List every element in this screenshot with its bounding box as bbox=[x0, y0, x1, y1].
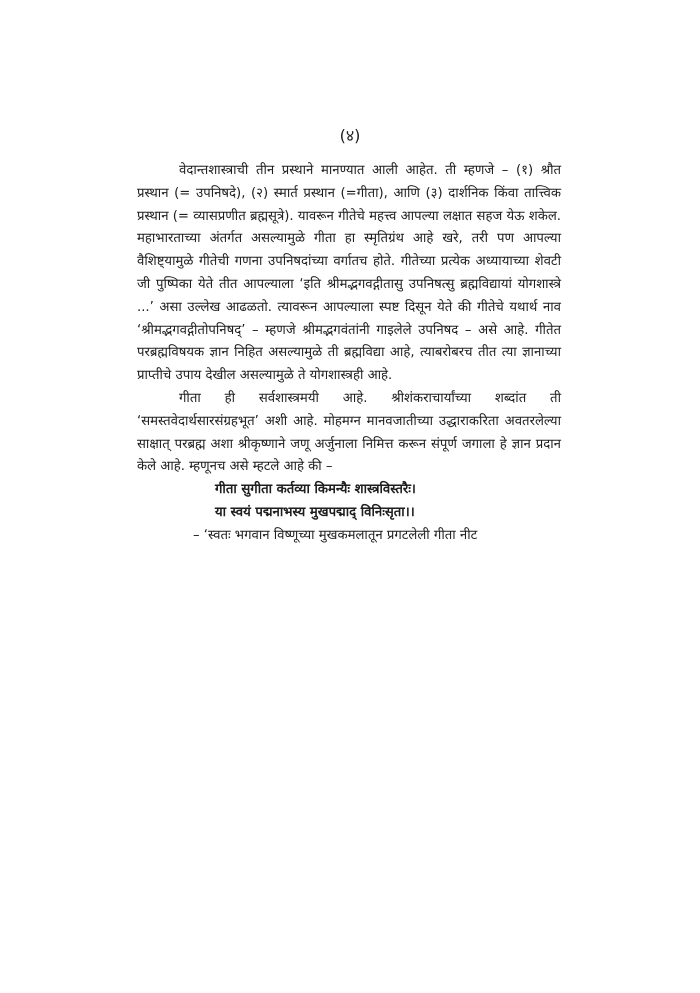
paragraph-gita-sarvashastramayi: गीता ही सर्वशास्त्रमयी आहे. श्रीशंकराचार्यांच्या शब्दांत ती ‘समस्तवेदार्थसारसंग्रहभूत’ अशी आहे. मोहमग्न मानवजातीच्या उद्धाराकरिता अवतरलेल्या साक्षात् परब्रह्म अशा श्रीकृष्णाने जणू अर्जुनाला निमित्त करून संपूर्ण जगाला हे ज्ञान प्रदान केले आहे. म्हणूनच असे म्हटले आहे की – bbox=[137, 390, 561, 475]
verse-translation-line: – ‘स्वतः भगवान विष्णूच्या मुखकमलातून प्रगटलेली गीता नीट bbox=[193, 527, 478, 543]
page-body bbox=[137, 160, 561, 548]
verse-line-2: या स्वयं पद्मनाभस्य मुखपद्माद् विनिःसृता।। bbox=[215, 504, 415, 520]
page-number: (४) bbox=[339, 126, 361, 145]
paragraph-vedanta-prasthanas: वेदान्तशास्त्राची तीन प्रस्थाने मानण्यात आली आहेत. ती म्हणजे – (१) श्रौत प्रस्थान (= उपनिषदे), (२) स्मार्त प्रस्थान (=गीता), आणि (३) दार्शनिक किंवा तात्त्विक प्रस्थान (= व्यासप्रणीत ब्रह्मसूत्रे). यावरून गीतेचे महत्त्व आपल्या लक्षात सहज येऊ शकेल. महाभारताच्या अंतर्गत असल्यामुळे गीता हा स्मृतिग्रंथ आहे खरे, तरी पण आपल्या वैशिष्ट्यामुळे गीतेची गणना उपनिषदांच्या वर्गातच होते. गीतेच्या प्रत्येक अध्यायाच्या शेवटी जी पुष्पिका येते तीत आपल्याला ‘इति श्रीमद्भगवद्गीतासु उपनिषत्सु ब्रह्मविद्यायां योगशास्त्रे ...’ असा उल्लेख आढळतो. त्यावरून आपल्याला स्पष्ट दिसून येते की गीतेचे यथार्थ नाव ‘श्रीमद्भगवद्गीतोपनिषद्’ – म्हणजे श्रीमद्भगवंतांनी गाइलेले उपनिषद – असे आहे. गीतेत परब्रह्मविषयक ज्ञान निहित असल्यामुळे ती ब्रह्मविद्या आहे, त्याबरोबरच तीत त्या ज्ञानाच्या प्राप्तीचे उपाय देखील असल्यामुळे ते योगशास्त्रही आहे. bbox=[137, 163, 561, 384]
verse-line-1: गीता सुगीता कर्तव्या किमन्यैः शास्त्रविस्तरैः। bbox=[215, 482, 416, 498]
